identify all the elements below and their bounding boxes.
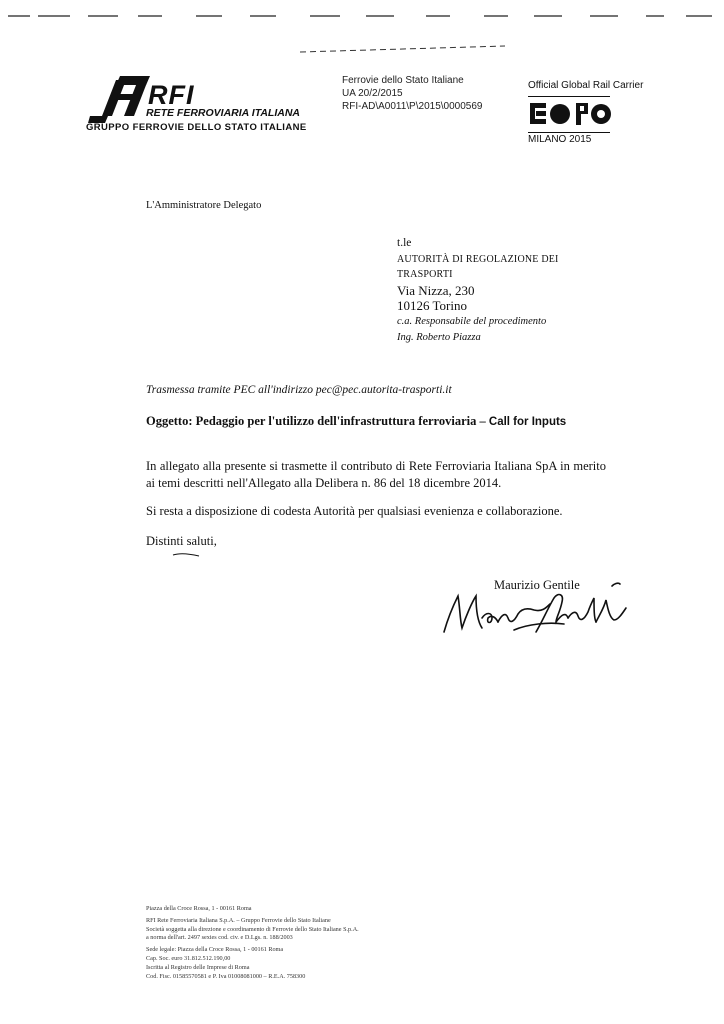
recipient-org-line-2: TRASPORTI xyxy=(397,269,453,281)
stamp-dashed-rule xyxy=(300,44,505,54)
footer-legal-ref: a norma dell'art. 2497 sexies cod. civ. e D.Lgs. n. 188/2003 xyxy=(146,934,293,942)
recipient-org-line-1: AUTORITÀ DI REGOLAZIONE DEI xyxy=(397,253,559,265)
subject-line xyxy=(146,414,566,429)
recipient-person: Ing. Roberto Piazza xyxy=(397,331,481,343)
protocol-line-1: Ferrovie dello Stato Italiane xyxy=(342,75,464,86)
recipient-prefix: t.le xyxy=(397,237,412,249)
protocol-date: UA 20/2/2015 xyxy=(342,88,403,99)
protocol-stamp xyxy=(342,74,482,113)
footer-direction: Società soggetta alla direzione e coordinamento di Ferrovie dello Stato Italiane S.p.A. xyxy=(146,925,359,933)
pen-mark xyxy=(172,552,200,558)
expo-city: MILANO 2015 xyxy=(528,134,592,145)
recipient-street: Via Nizza, 230 xyxy=(397,282,475,298)
body-paragraph-1: In allegato alla presente si trasmette il contributo di Rete Ferroviaria Italiana SpA in merito ai temi descritti nell'Allegato alla Delibera n. 86 del 18 dicembre 2014. xyxy=(146,459,606,490)
protocol-number: RFI-AD\A0011\P\2015\0000569 xyxy=(342,101,483,112)
scan-dash-line xyxy=(0,10,724,22)
recipient-address xyxy=(397,236,559,345)
logo-group-name: GRUPPO FERROVIE DELLO STATO ITALIANE xyxy=(86,122,307,133)
expo-carrier-label: Official Global Rail Carrier xyxy=(528,80,644,91)
body-paragraph-2: Si resta a disposizione di codesta Autorità per qualsiasi evenienza e collaborazione. xyxy=(146,504,563,518)
logo-company-name: RETE FERROVIARIA ITALIANA xyxy=(146,107,300,119)
footer-registered-office: Sede legale: Piazza della Croce Rossa, 1 - 00161 Roma xyxy=(146,946,284,954)
subject-call-for-inputs: Call for Inputs xyxy=(488,416,567,428)
transmission-note: Trasmessa tramite PEC all'indirizzo pec@pec.autorita-trasporti.it xyxy=(146,384,452,396)
footer-capital: Cap. Soc. euro 31.812.512.190,00 xyxy=(146,954,231,962)
footer-tax-codes: Cod. Fisc. 01585570581 e P. Iva 01008081000 – R.E.A. 758300 xyxy=(146,972,306,980)
company-footer xyxy=(146,905,359,981)
recipient-city: 10126 Torino xyxy=(397,298,467,314)
signer-name: Maurizio Gentile xyxy=(494,578,580,592)
recipient-attention: c.a. Responsabile del procedimento xyxy=(397,315,547,327)
footer-address: Piazza della Croce Rossa, 1 - 00161 Roma xyxy=(146,905,252,912)
expo-rule-top xyxy=(528,96,610,97)
expo-rule-bottom xyxy=(528,132,610,133)
subject-text: Pedaggio per l'utilizzo dell'infrastruttura ferroviaria – xyxy=(195,414,486,428)
footer-company: RFI Rete Ferroviaria Italiana S.p.A. – Gruppo Ferrovie dello Stato Italiane xyxy=(146,916,331,924)
handwritten-signature xyxy=(438,578,638,640)
subject-label: Oggetto: xyxy=(146,414,193,428)
expo-logo xyxy=(528,100,612,130)
sender-title: L'Amministratore Delegato xyxy=(146,200,262,211)
logo-brand: RFI xyxy=(148,80,195,110)
closing-salutation: Distinti saluti, xyxy=(146,534,217,548)
footer-register: Iscritta al Registro delle Imprese di Roma xyxy=(146,963,250,971)
